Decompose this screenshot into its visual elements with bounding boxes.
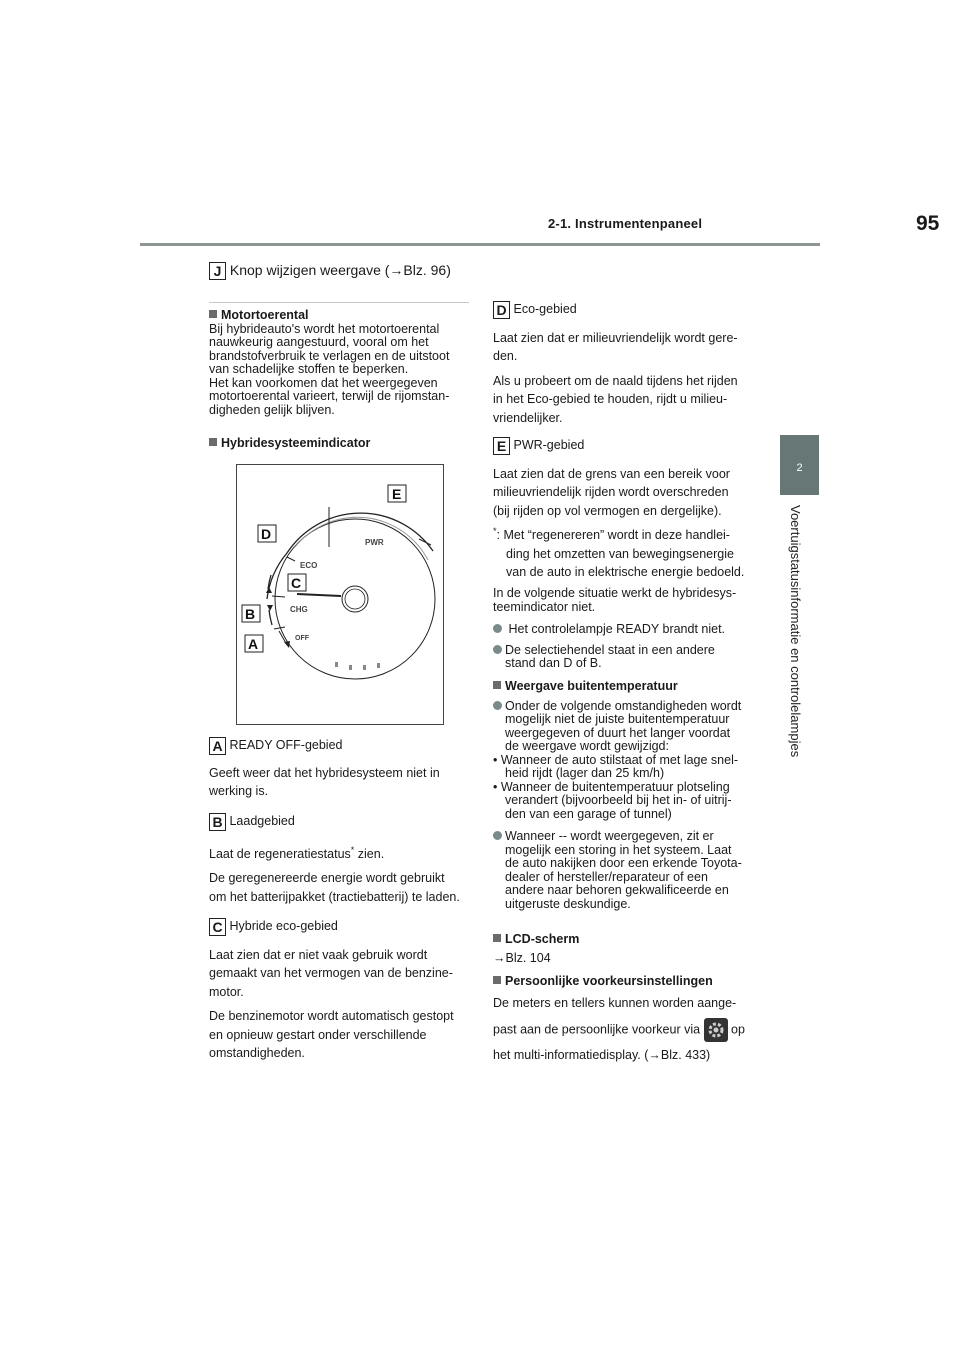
chapter-side-title: Voertuigstatusinformatie en controlelampjes — [788, 505, 803, 758]
item-e-line: milieuvriendelijk rijden wordt overschreden — [493, 485, 729, 500]
temp-sub-line: heid rijdt (lager dan 25 km/h) — [505, 766, 665, 780]
item-d-title: Eco-gebied — [513, 302, 577, 316]
temp-line: weergegeven of duurt het langer voordat — [505, 725, 731, 740]
round-bullet-icon — [493, 701, 502, 710]
square-bullet-icon — [493, 934, 501, 942]
temp-line: andere naar behoren gekwalificeerde en — [505, 883, 729, 897]
pers-section — [493, 972, 763, 1066]
hybrid-heading: Hybridesysteemindicator — [221, 436, 371, 450]
temp-line: uitgeruste deskundige. — [505, 896, 631, 911]
motor-line: motortoerental varieert, terwijl de rijomstan- — [209, 389, 450, 403]
situations — [493, 587, 763, 671]
item-c-title: Hybride eco-gebied — [229, 919, 338, 933]
hybrid-indicator-figure — [236, 464, 444, 725]
figure-label-e: E — [392, 486, 402, 502]
figure-label-b: B — [245, 606, 256, 622]
gauge-chg: CHG — [290, 605, 308, 614]
item-j — [209, 262, 451, 280]
footnote-star: * — [350, 844, 355, 855]
temp-sub-line: den van een garage of tunnel) — [505, 806, 672, 821]
item-c — [209, 917, 471, 1063]
footnote-line: : Met “regenereren” wordt in deze handlei- — [496, 528, 730, 543]
item-b — [209, 812, 471, 906]
item-a-title: READY OFF-gebied — [229, 738, 343, 752]
section-title: 2-1. Instrumentenpaneel — [548, 216, 703, 231]
motor-line: Het kan voorkomen dat het weergegeven — [209, 375, 438, 390]
temp-line: mogelijk niet de juiste buitentemperatuur — [505, 712, 730, 726]
chapter-number: 2 — [796, 462, 803, 474]
separator — [209, 302, 469, 303]
temp-line: Wanneer -- wordt weergegeven, zit er — [505, 829, 714, 843]
item-c-line: De benzinemotor wordt automatisch gestopt — [209, 1009, 454, 1024]
situations-intro: In de volgende situatie werkt de hybridesys- — [493, 586, 737, 600]
temp-sub-line: • Wanneer de auto stilstaat of met lage snel- — [493, 752, 739, 767]
figure-label-a: A — [248, 636, 259, 652]
square-bullet-icon — [493, 681, 501, 689]
item-a-line: werking is. — [209, 784, 269, 799]
temp-line: mogelijk een storing in het systeem. Laat — [505, 842, 732, 857]
item-b-line: om het batterijpakket (tractiebatterij) te laden. — [209, 889, 460, 904]
figure-label-c: C — [291, 575, 302, 591]
lcd-section — [493, 930, 763, 967]
item-e-line: (bij rijden op vol vermogen en dergelijke). — [493, 503, 722, 518]
label-b: B — [209, 813, 226, 831]
square-bullet-icon — [493, 976, 501, 984]
situation-item: De selectiehendel staat in een andere — [505, 642, 715, 657]
temp-line: de auto nakijken door een erkende Toyota- — [505, 856, 742, 870]
pers-line: past aan de persoonlijke voorkeur via — [493, 1022, 701, 1037]
item-c-line: gemaakt van het vermogen van de benzine- — [209, 966, 453, 981]
motor-line: van schadelijke stoffen te beperken. — [209, 362, 409, 376]
footnote-line: van de auto in elektrische energie bedoeld. — [506, 565, 745, 580]
item-e-line: Laat zien dat de grens van een bereik voor — [493, 466, 730, 481]
motor-line: brandstofverbruik te verlagen en de uitstoot — [209, 348, 450, 363]
item-b-status: Laat de regeneratiestatus — [209, 846, 351, 861]
temp-line: Onder de volgende omstandigheden wordt — [505, 698, 742, 713]
item-d-line: Als u probeert om de naald tijdens het rijden — [493, 373, 738, 388]
item-d-line: den. — [493, 349, 518, 364]
label-d: D — [493, 301, 510, 319]
item-a — [209, 736, 471, 801]
footnote-mark: * — [493, 526, 497, 536]
item-e — [493, 436, 763, 520]
item-c-line: motor. — [209, 984, 244, 999]
situation-item: Het controlelampje READY brandt niet. — [508, 622, 726, 636]
item-a-line: Geeft weer dat het hybridesysteem niet in — [209, 765, 440, 780]
item-d-line: Laat zien dat er milieuvriendelijk wordt gere- — [493, 330, 738, 345]
pers-line-end: op — [731, 1022, 745, 1037]
lcd-heading: LCD-scherm — [505, 932, 580, 946]
temp-line: dealer of hersteller/reparateur of een — [505, 869, 708, 884]
footnote — [493, 522, 763, 582]
item-b-status-end: zien. — [354, 846, 385, 861]
temp-section — [493, 680, 763, 911]
situations-intro: teemindicator niet. — [493, 599, 596, 614]
motor-heading: Motortoerental — [221, 308, 309, 322]
page-number: 95 — [916, 212, 940, 235]
figure-label-d: D — [261, 526, 272, 542]
motor-line: digheden gelijk blijven. — [209, 402, 335, 417]
round-bullet-icon — [493, 624, 502, 633]
gear-icon — [704, 1018, 728, 1042]
square-bullet-icon — [209, 310, 217, 318]
item-e-title: PWR-gebied — [513, 438, 585, 452]
pers-line: De meters en tellers kunnen worden aange- — [493, 996, 737, 1010]
pers-line: het multi-informatiedisplay. (→Blz. 433) — [493, 1048, 711, 1062]
label-c: C — [209, 918, 226, 936]
item-j-text: Knop wijzigen weergave (→Blz. 96) — [229, 262, 451, 278]
motor-line: nauwkeurig aangestuurd, vooral om het — [209, 335, 429, 349]
temp-line: de weergave wordt gewijzigd: — [505, 739, 669, 753]
label-a: A — [209, 737, 226, 755]
item-c-line: omstandigheden. — [209, 1046, 305, 1061]
gauge-eco: ECO — [300, 561, 318, 570]
item-d-line: vriendelijker. — [493, 410, 563, 425]
round-bullet-icon — [493, 645, 502, 654]
motor-section — [209, 309, 471, 417]
item-d-line: in het Eco-gebied te houden, rijdt u milieu- — [493, 392, 728, 407]
item-c-line: en opnieuw gestart onder verschillende — [209, 1027, 427, 1042]
label-e: E — [493, 437, 510, 455]
gauge-illustration — [237, 465, 443, 724]
header-rule — [140, 243, 820, 246]
item-b-line: De geregenereerde energie wordt gebruikt — [209, 871, 445, 886]
item-d — [493, 300, 763, 427]
round-bullet-icon — [493, 831, 502, 840]
situation-item-cont: stand dan D of B. — [505, 656, 602, 670]
temp-sub-line: • Wanneer de buitentemperatuur plotseling — [493, 779, 730, 794]
hybrid-heading-row — [209, 437, 471, 451]
motor-line: Bij hybrideauto's wordt het motortoerental — [209, 321, 440, 336]
label-j: J — [209, 262, 226, 280]
gauge-pwr: PWR — [365, 538, 384, 547]
item-b-title: Laadgebied — [229, 814, 295, 828]
item-c-line: Laat zien dat er niet vaak gebruik wordt — [209, 947, 428, 962]
gauge-off: OFF — [295, 635, 309, 642]
temp-sub-line: verandert (bijvoorbeeld bij het in- of uitrij- — [505, 793, 732, 807]
temp-heading: Weergave buitentemperatuur — [505, 679, 678, 693]
lcd-ref: →Blz. 104 — [493, 950, 551, 965]
square-bullet-icon — [209, 438, 217, 446]
pers-heading: Persoonlijke voorkeursinstellingen — [505, 974, 713, 988]
footnote-line: ding het omzetten van bewegingsenergie — [506, 546, 734, 561]
